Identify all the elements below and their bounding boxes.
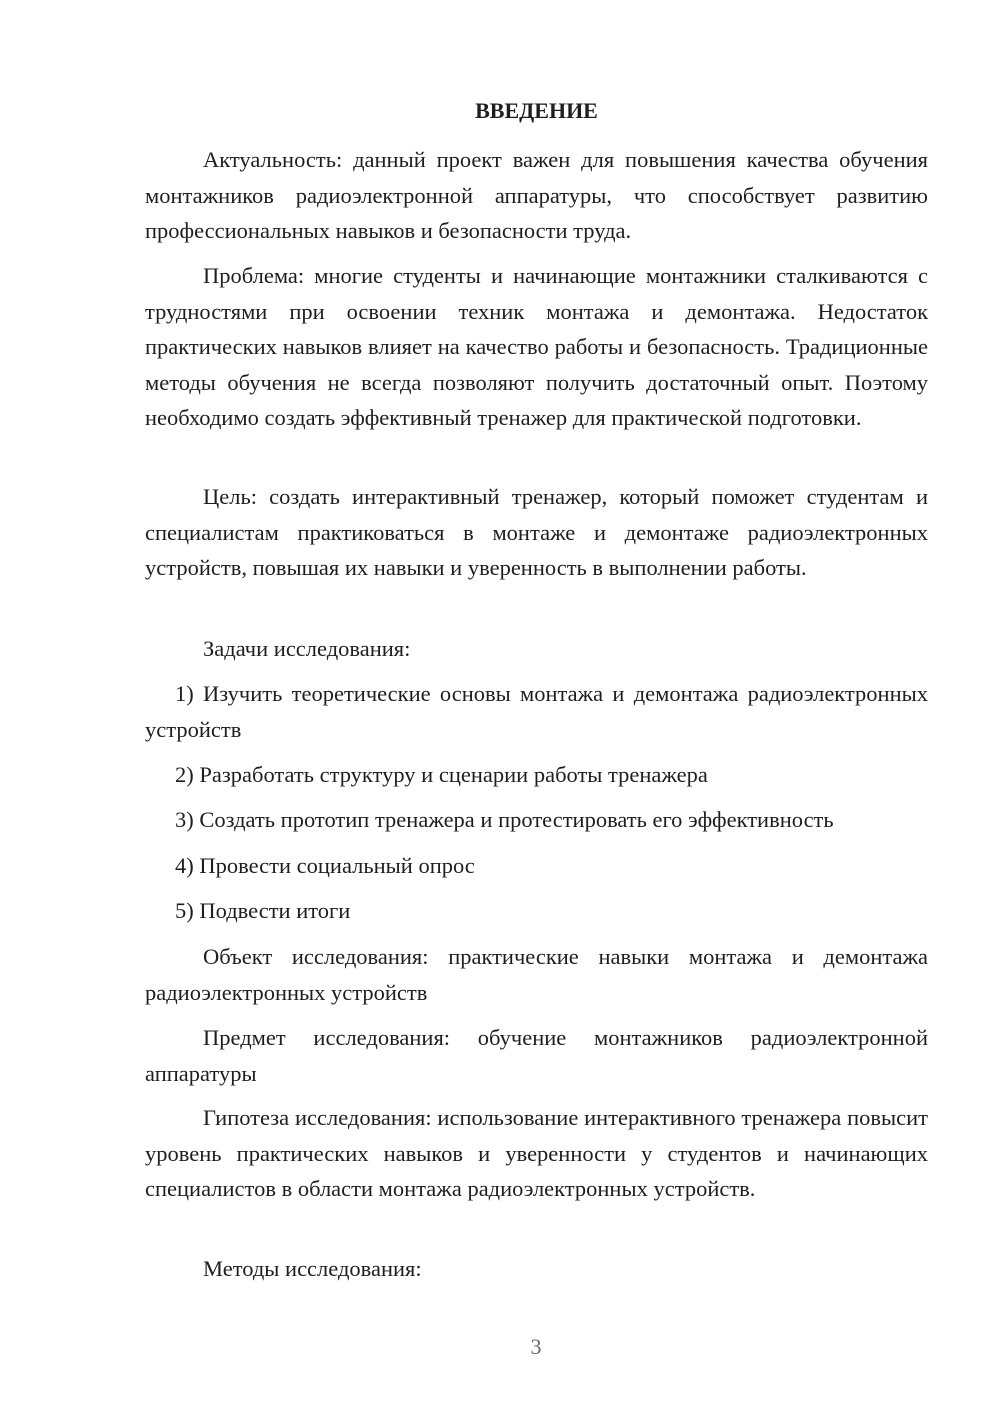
task-item-4: 4) Провести социальный опрос [175, 853, 475, 878]
task-item-5: 5) Подвести итоги [175, 898, 351, 923]
paragraph-hypothesis: Гипотеза исследования: использование интерактивного тренажера повысит уровень практических навыков и уверенности у студентов и начинающих специалистов в области монтажа радиоэлектронных устройств. [145, 1105, 928, 1201]
paragraph-goal: Цель: создать интерактивный тренажер, который поможет студентам и специалистам практиковаться в монтаже и демонтаже радиоэлектронных устройств, повышая их навыки и уверенность в выполнении работы. [145, 484, 928, 580]
page-number: 3 [530, 1334, 542, 1359]
paragraph-object: Объект исследования: практические навыки монтажа и демонтажа радиоэлектронных устройств [145, 944, 928, 1005]
tasks-heading: Задачи исследования: [203, 636, 411, 661]
section-heading: ВВЕДЕНИЕ [475, 98, 598, 123]
paragraph-problem: Проблема: многие студенты и начинающие монтажники сталкиваются с трудностями при освоении техник монтажа и демонтажа. Недостаток практических навыков влияет на качество работы и безопасность. Традиционные методы обучения не всегда позволяют получить достаточный опыт. Поэтому необходимо создать эффективный тренажер для практической подготовки. [145, 263, 928, 430]
paragraph-relevance: Актуальность: данный проект важен для повышения качества обучения монтажников радиоэлектронной аппаратуры, что способствует развитию профессиональных навыков и безопасности труда. [145, 147, 928, 243]
paragraph-subject: Предмет исследования: обучение монтажников радиоэлектронной аппаратуры [145, 1025, 928, 1086]
task-item-1: 1) Изучить теоретические основы монтажа и демонтажа радиоэлектронных устройств [145, 681, 928, 742]
task-item-3: 3) Создать прототип тренажера и протестировать его эффективность [175, 807, 834, 832]
task-item-2: 2) Разработать структуру и сценарии работы тренажера [175, 762, 708, 787]
methods-heading: Методы исследования: [203, 1256, 422, 1281]
